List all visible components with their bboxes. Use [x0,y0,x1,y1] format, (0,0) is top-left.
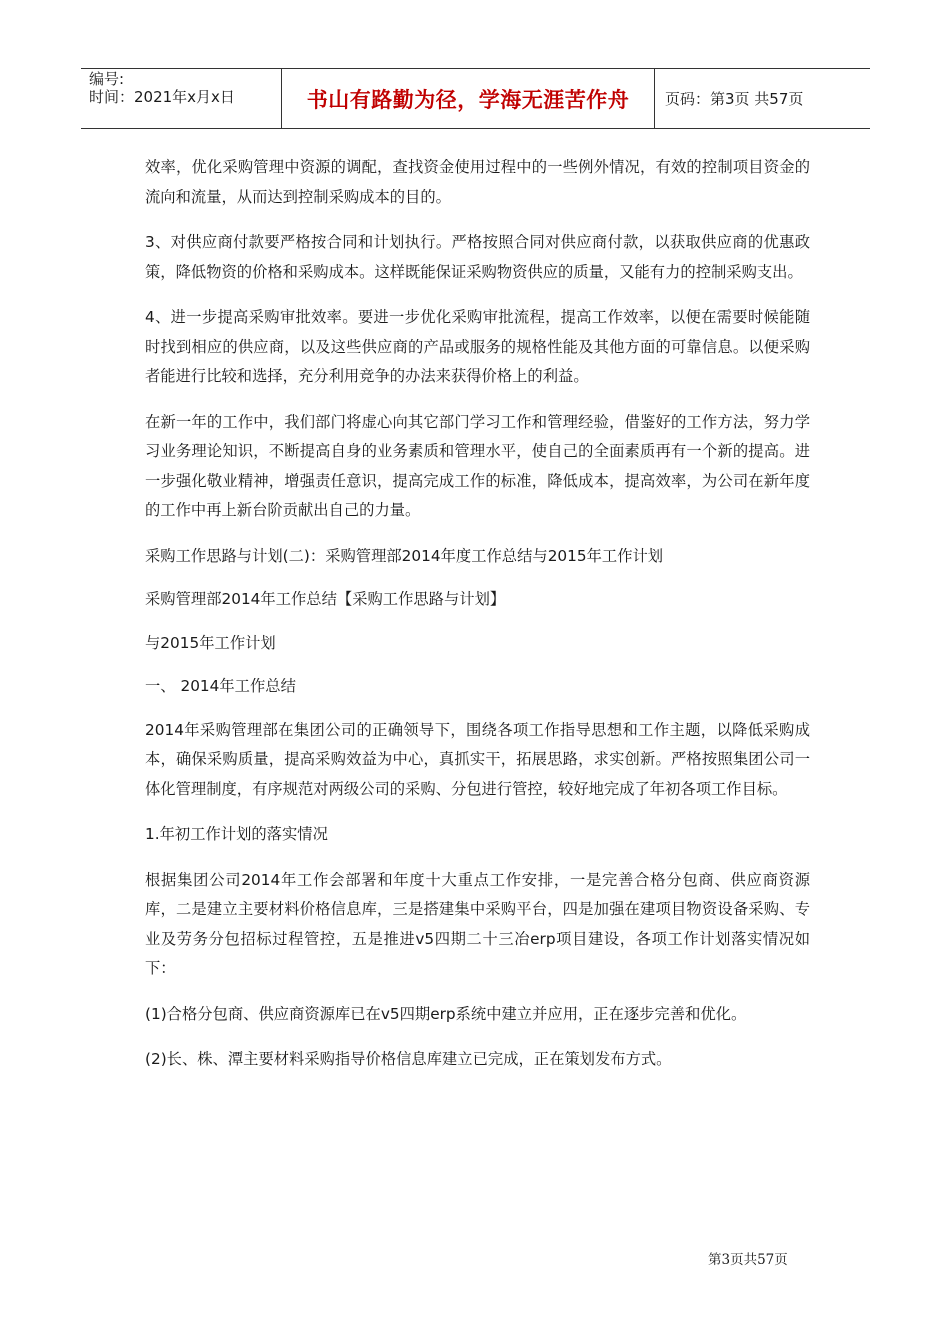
motto-text: 书山有路勤为径，学海无涯苦作舟 [306,87,630,112]
page-indicator: 页码：第3页 共57页 [665,90,804,108]
paragraph: 4、进一步提高采购审批效率。要进一步优化采购审批流程，提高工作效率，以便在需要时候能随时找到相应的供应商，以及这些供应商的产品或服务的规格性能及其他方面的可靠信息。以便采购者能进行比较和选择，充分利用竞争的办法来获得价格上的利益。 [145,308,810,385]
header-motto-cell [282,69,655,128]
date-label: 时间：2021年x月x日 [89,88,235,106]
document-header [81,68,870,129]
serial-number-label: 编号: [89,70,125,88]
section-title: 与2015年工作计划 [145,633,276,652]
heading: 一、 2014年工作总结 [145,677,296,695]
subheading: 1.年初工作计划的落实情况 [145,825,328,843]
paragraph: 在新一年的工作中，我们部门将虚心向其它部门学习工作和管理经验，借鉴好的工作方法，努力学习业务理论知识，不断提高自身的业务素质和管理水平，使自己的全面素质再有一个新的提高。进一步强化敬业精神，增强责任意识，提高完成工作的标准，降低成本，提高效率，为公司在新年度的工作中再上新台阶贡献出自己的力量。 [145,412,810,519]
paragraph: 根据集团公司2014年工作会部署和年度十大重点工作安排，一是完善合格分包商、供应商资源库，二是建立主要材料价格信息库，三是搭建集中采购平台，四是加强在建项目物资设备采购、专业及劳务分包招标过程管控，五是推进v5四期二十三冶erp项目建设，各项工作计划落实情况如下： [145,870,810,977]
list-item: (2)长、株、潭主要材料采购指导价格信息库建立已完成，正在策划发布方式。 [145,1050,672,1068]
paragraph: 效率，优化采购管理中资源的调配，查找资金使用过程中的一些例外情况，有效的控制项目资金的流向和流量，从而达到控制采购成本的目的。 [145,158,810,206]
paragraph: 2014年采购管理部在集团公司的正确领导下，围绕各项工作指导思想和工作主题，以降低采购成本，确保采购质量，提高采购效益为中心，真抓实干，拓展思路，求实创新。严格按照集团公司一体化管理制度，有序规范对两级公司的采购、分包进行管控，较好地完成了年初各项工作目标。 [145,720,810,798]
header-meta-cell [81,69,282,128]
paragraph: 3、对供应商付款要严格按合同和计划执行。严格按照合同对供应商付款，以获取供应商的优惠政策，降低物资的价格和采购成本。这样既能保证采购物资供应的质量，又能有力的控制采购支出。 [145,233,810,281]
page-footer: 第3页共57页 [708,1252,788,1268]
section-title: 采购管理部2014年工作总结【采购工作思路与计划】 [145,590,506,608]
section-title: 采购工作思路与计划(二)：采购管理部2014年度工作总结与2015年工作计划 [145,546,664,565]
list-item: (1)合格分包商、供应商资源库已在v5四期erp系统中建立并应用，正在逐步完善和优化。 [145,1004,747,1023]
document-body [145,153,810,1075]
header-page-cell [655,69,870,128]
